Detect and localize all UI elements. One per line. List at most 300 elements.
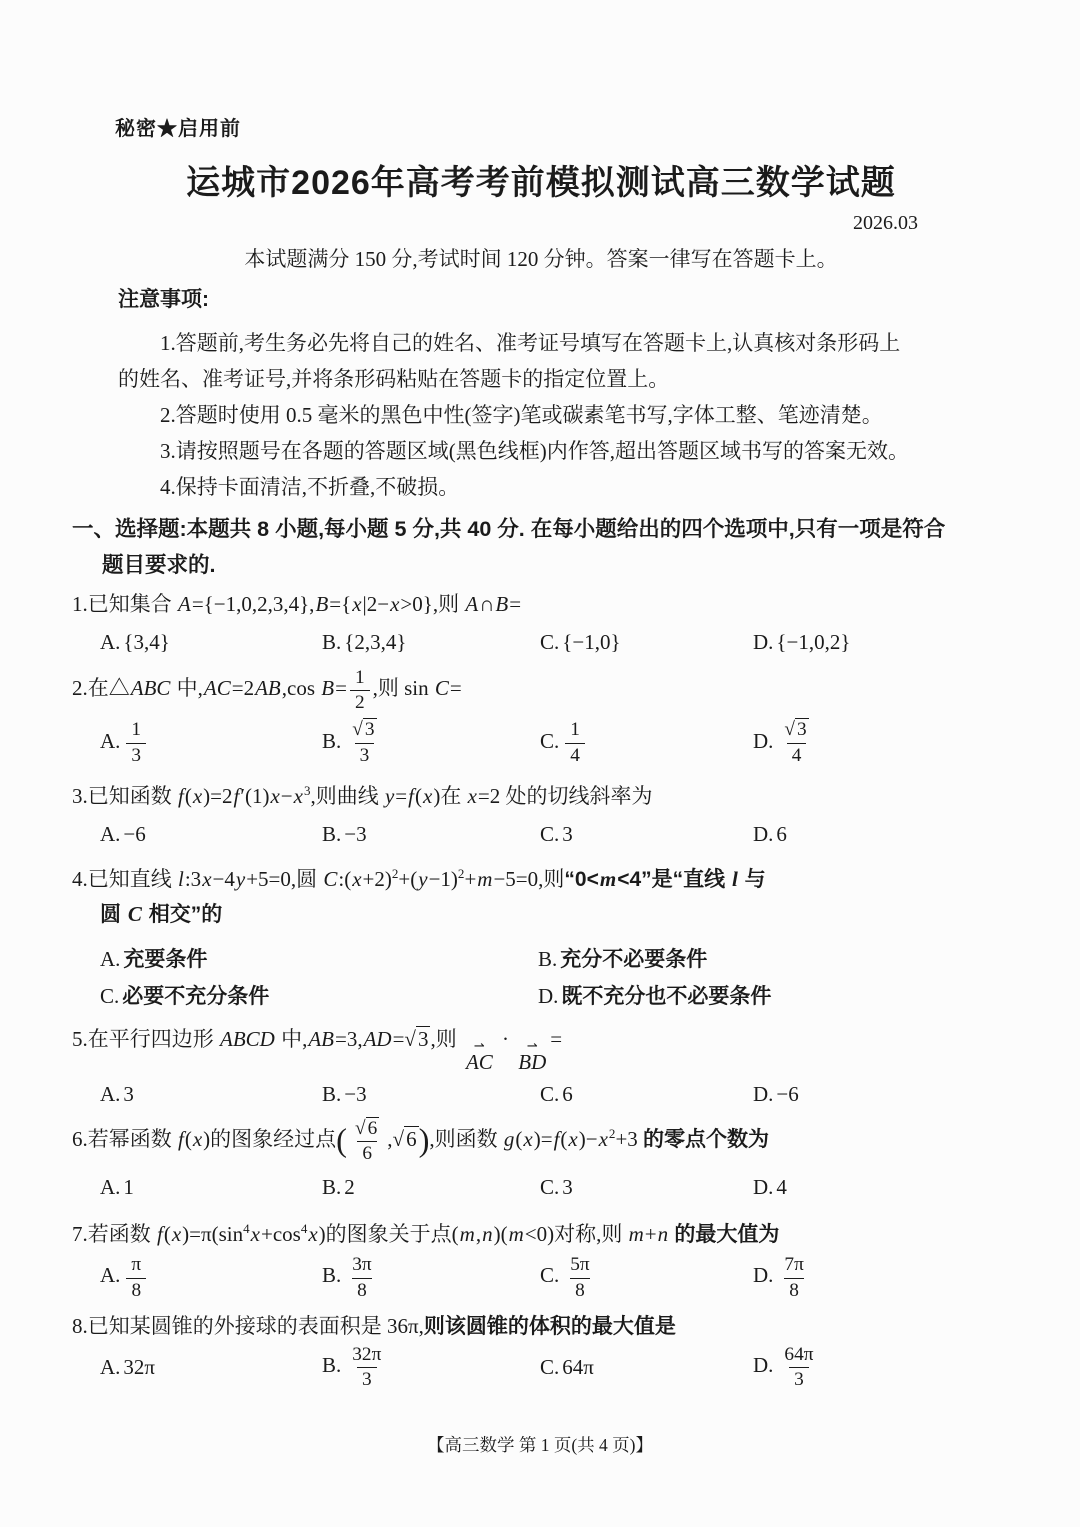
math-operator-run: +(	[398, 866, 418, 891]
option-label: B.	[538, 946, 558, 971]
question-2-option-c	[540, 719, 753, 765]
question-1-option-a	[100, 625, 322, 659]
sqrt-radicand: 3	[797, 719, 807, 741]
note-line-3: 3.请按照题号在各题的答题区域(黑色线框)内作答,超出答题区域书写的答案无效。	[160, 439, 909, 463]
fraction	[565, 719, 585, 765]
math-variable: AB	[255, 676, 281, 701]
math-run	[177, 1127, 210, 1151]
math-run	[352, 718, 376, 740]
math-variable: x	[270, 783, 280, 808]
option-label: A.	[100, 1355, 121, 1380]
math-run	[570, 745, 580, 766]
question-1-option-b	[322, 625, 540, 659]
math-run	[344, 630, 406, 654]
math-run	[123, 1082, 134, 1106]
option-label: C.	[540, 1263, 560, 1288]
math-variable: C	[127, 901, 142, 926]
option-content	[344, 719, 384, 766]
option-label: A.	[100, 821, 121, 846]
math-run	[599, 867, 617, 891]
fraction	[350, 667, 370, 713]
vector-arrow-icon: ⇀	[526, 1038, 538, 1054]
option-label: A.	[100, 1081, 121, 1106]
question-8-option-c	[540, 1350, 753, 1384]
option-label: C.	[540, 1081, 560, 1106]
bold-text-run: 圆	[100, 902, 127, 926]
math-run	[562, 1082, 573, 1106]
math-operator-run: (	[184, 1126, 192, 1151]
numerator	[350, 1118, 384, 1141]
text-run: 7.若函数	[72, 1222, 156, 1247]
fraction	[779, 719, 813, 765]
math-run	[789, 1280, 799, 1301]
option-content	[562, 630, 620, 654]
option-content	[776, 1343, 821, 1391]
numerator	[347, 1254, 376, 1277]
exam-info-line: 本试题满分 150 分,考试时间 120 分钟。答案一律写在答题卡上。	[244, 247, 838, 271]
math-operator-run: ·	[496, 1026, 515, 1051]
math-run	[357, 1280, 367, 1301]
question-2-option-a	[100, 719, 322, 765]
math-operator-run: >0}	[400, 592, 433, 616]
option-content	[123, 1254, 149, 1301]
math-run	[123, 1355, 155, 1379]
option-label: A.	[100, 946, 121, 971]
math-variable: A	[465, 592, 479, 616]
math-variable: y	[235, 866, 246, 891]
option-content	[344, 822, 366, 846]
question-3-option-c	[540, 817, 753, 851]
bold-text-run: 充要条件	[123, 947, 208, 971]
option-content	[123, 1175, 134, 1199]
denominator	[126, 1278, 146, 1301]
option-content	[776, 719, 816, 766]
math-variable: x	[523, 1126, 533, 1151]
classification-label: 秘密★启用前	[115, 118, 241, 140]
math-operator-run: ,	[281, 676, 288, 701]
math-variable: x	[192, 1126, 203, 1151]
question-2-options	[72, 719, 1010, 765]
bold-text-run: <4”是“直线	[617, 867, 731, 891]
note-line-4: 4.保持卡面清洁,不折叠,不破损。	[160, 475, 460, 499]
question-6-option-a	[100, 1170, 322, 1204]
text-run: ,则	[538, 866, 565, 891]
math-run	[352, 1344, 381, 1365]
math-run	[467, 784, 501, 808]
question-4-options-row-1	[72, 942, 1010, 977]
option-content	[562, 822, 573, 846]
numerator	[779, 1344, 818, 1367]
vector-arrow-icon: ⇀	[473, 1038, 485, 1054]
option-label: D.	[753, 1352, 774, 1377]
math-variable: g	[503, 1126, 515, 1151]
math-run	[562, 630, 620, 654]
math-run	[794, 1369, 804, 1390]
math-run	[776, 1175, 787, 1199]
question-6-options	[72, 1170, 1010, 1204]
text-run: 处的切线斜率为	[500, 783, 653, 808]
question-1-option-d	[753, 625, 1010, 659]
numerator	[779, 719, 813, 742]
math-variable: m	[477, 866, 493, 891]
denominator	[357, 1141, 377, 1164]
math-run	[131, 1280, 141, 1301]
question-1-options	[72, 625, 1010, 659]
option-content	[562, 1254, 597, 1301]
question-1-stem	[72, 587, 1010, 621]
question-7-option-d	[753, 1254, 1010, 1300]
math-variable: x	[192, 783, 203, 808]
denominator	[570, 1278, 590, 1301]
option-label: D.	[753, 1263, 774, 1288]
fraction	[347, 719, 381, 765]
math-variable: x	[202, 866, 212, 891]
math-operator-run: {−1,0,2}	[776, 630, 851, 654]
text-run: ,圆	[290, 866, 323, 891]
question-3-option-a	[100, 817, 322, 851]
math-operator-run: <0)	[524, 1222, 555, 1247]
option-content	[344, 1343, 389, 1391]
text-run: 3.已知函数	[72, 783, 177, 808]
math-run	[362, 1143, 372, 1164]
question-7-options	[72, 1254, 1010, 1300]
math-operator-run: )	[433, 783, 441, 808]
question-2-option-b	[322, 719, 540, 765]
option-content	[776, 1082, 798, 1106]
option-content	[562, 719, 588, 766]
math-operator-run: 1	[570, 719, 580, 741]
math-operator-run: )−	[578, 1126, 598, 1151]
sqrt-radicand: 3	[364, 719, 375, 741]
text-run: 中,	[171, 676, 203, 701]
bold-text-run: 必要不充分条件	[122, 984, 270, 1008]
question-6-stem	[72, 1117, 1010, 1164]
math-operator-run: =2	[477, 783, 501, 808]
math-variable: x	[598, 1126, 608, 1151]
math-operator-run: ={−1,0,2,3,4},	[191, 592, 315, 616]
option-label: C.	[540, 630, 560, 654]
math-variable: A	[178, 592, 191, 616]
math-operator-run: ′(1)	[240, 783, 270, 808]
text-run: 1.已知集合	[72, 592, 177, 616]
option-label: D.	[753, 1081, 774, 1106]
math-variable: x	[171, 1222, 182, 1247]
math-operator-run: 3	[361, 1369, 372, 1391]
math-operator-run: 3	[562, 1175, 573, 1200]
option-label: C.	[540, 1175, 560, 1200]
math-function: sin	[218, 1222, 244, 1247]
math-variable: l	[731, 866, 738, 891]
fraction	[347, 1254, 376, 1300]
math-variable: f	[157, 1222, 163, 1247]
math-operator-run: (	[560, 1126, 568, 1151]
sqrt-symbol: √	[355, 1117, 366, 1139]
math-run	[355, 692, 365, 713]
option-content	[562, 1175, 573, 1199]
text-run: ,则曲线	[310, 783, 384, 808]
math-operator-run: 2	[344, 1175, 355, 1200]
denominator	[355, 743, 375, 766]
text-run: 在	[440, 783, 467, 808]
math-variable: x	[568, 1126, 578, 1151]
note-line-1-cont: 的姓名、准考证号,并将条形码粘贴在答题卡的指定位置上。	[118, 367, 670, 391]
option-label: B.	[322, 1175, 342, 1200]
math-operator-run: :3	[184, 866, 202, 891]
math-variable: f	[408, 783, 414, 808]
bold-text-run: 的最大值为	[674, 1223, 780, 1247]
question-8-option-d	[753, 1344, 1010, 1390]
math-operator-run: )(	[493, 1222, 508, 1247]
math-variable: f	[233, 783, 240, 808]
math-variable: AC	[203, 676, 231, 701]
numerator	[347, 719, 381, 742]
math-run	[156, 1222, 326, 1246]
text-run: 8.已知某圆锥的外接球的表面积是	[72, 1313, 387, 1338]
math-operator-run: 3	[131, 744, 142, 766]
sqrt-symbol: √	[352, 719, 363, 741]
math-run	[177, 592, 433, 616]
math-operator-run: 3	[562, 821, 573, 846]
text-run: 5.在平行四边形	[72, 1026, 219, 1051]
math-run	[203, 676, 347, 700]
math-operator-run: 8	[789, 1279, 799, 1301]
math-operator-run: +	[260, 1222, 273, 1247]
math-operator-run: 3	[359, 744, 370, 766]
math-run	[517, 1050, 547, 1074]
superscript: 4	[243, 1221, 250, 1237]
option-label: D.	[753, 1175, 774, 1200]
math-operator-run: =	[449, 676, 462, 701]
option-label: A.	[100, 1175, 121, 1200]
math-operator-run: 64π	[562, 1355, 594, 1380]
math-operator-run: 8	[131, 1279, 142, 1301]
option-label: C.	[540, 728, 560, 753]
math-operator-run: 2	[354, 692, 365, 714]
question-7-option-c	[540, 1254, 753, 1300]
option-label: B.	[322, 1263, 342, 1288]
question-5-option-a	[100, 1077, 322, 1111]
denominator	[784, 1278, 804, 1301]
option-label: A.	[100, 728, 121, 753]
math-run	[344, 1175, 355, 1199]
question-4-option-d	[538, 979, 1010, 1014]
denominator	[787, 743, 807, 766]
question-7-option-a	[100, 1254, 322, 1300]
math-variable: B	[495, 592, 509, 616]
question-2-option-d	[753, 719, 1010, 765]
question-8	[72, 1309, 1010, 1390]
bold-text-run: “0<	[564, 867, 599, 891]
big-paren: )	[418, 1122, 430, 1159]
fraction	[565, 1254, 594, 1300]
numerator	[350, 667, 370, 690]
numerator	[347, 1344, 386, 1367]
math-run	[465, 1050, 494, 1074]
superscript: 2	[457, 865, 465, 881]
option-label: B.	[322, 1081, 342, 1106]
math-operator-run: (	[414, 783, 422, 808]
math-variable: f	[178, 783, 184, 808]
math-run	[344, 822, 366, 846]
math-run	[322, 867, 538, 891]
denominator	[789, 1367, 809, 1390]
option-content	[776, 1175, 787, 1199]
math-operator-run: 8	[357, 1279, 367, 1301]
math-operator-run: 7π	[784, 1254, 804, 1276]
math-operator-run: =	[335, 676, 347, 701]
option-content	[562, 1082, 573, 1106]
math-operator-run: −4	[212, 866, 235, 891]
math-run	[123, 822, 145, 846]
math-operator-run: 32π	[352, 1343, 382, 1365]
numerator	[565, 1254, 594, 1277]
fraction	[347, 1344, 386, 1390]
option-content	[123, 822, 145, 846]
math-operator-run: ={	[329, 592, 352, 616]
math-run	[784, 718, 808, 740]
math-function: sin	[404, 676, 429, 701]
option-content	[776, 1254, 811, 1301]
math-operator-run: :(	[338, 866, 352, 891]
denominator	[126, 743, 146, 766]
math-run	[731, 867, 739, 891]
math-run	[344, 1082, 366, 1106]
math-run	[362, 1369, 372, 1390]
math-operator-run: 3π	[352, 1254, 372, 1276]
question-3-stem	[72, 774, 1010, 813]
math-operator-run: 1	[354, 667, 365, 688]
math-run	[384, 784, 440, 808]
question-7	[72, 1212, 1010, 1300]
option-label: B.	[322, 728, 342, 753]
math-operator-run: 6	[776, 821, 787, 846]
math-run	[575, 1280, 585, 1301]
math-run	[219, 1027, 276, 1051]
math-variable: BD	[518, 1049, 547, 1074]
note-line-1: 1.答题前,考生务必先将自己的姓名、准考证号填写在答题卡上,认真核对条形码上	[160, 331, 901, 355]
text-run: 的图象关于点	[325, 1222, 452, 1247]
math-operator-run: 8	[575, 1279, 585, 1301]
question-4-option-c	[100, 979, 538, 1014]
math-variable: f	[178, 1126, 184, 1151]
option-label: D.	[538, 983, 559, 1008]
math-run	[355, 1117, 379, 1139]
math-operator-run: 36π	[387, 1313, 419, 1338]
math-run	[404, 676, 462, 700]
math-variable: n	[657, 1222, 669, 1247]
math-run	[131, 745, 141, 766]
math-operator-run: {−1,0}	[562, 630, 621, 654]
text-run: 对称,则	[554, 1222, 628, 1247]
sqrt-radicand: 3	[417, 1026, 429, 1051]
bold-text-run: 相交”的	[142, 902, 223, 926]
question-5-stem	[72, 1022, 1010, 1073]
vector	[465, 1038, 494, 1074]
numerator	[565, 719, 585, 742]
math-run	[131, 1254, 141, 1275]
math-run	[387, 1314, 419, 1338]
math-operator-run: (	[184, 783, 192, 808]
option-label: D.	[753, 630, 774, 654]
math-variable: ABCD	[220, 1026, 275, 1051]
option-label: B.	[322, 821, 342, 846]
text-run: 6.若幂函数	[72, 1126, 177, 1151]
option-label: A.	[100, 1263, 121, 1288]
numerator	[126, 1254, 146, 1277]
numerator	[779, 1254, 808, 1277]
math-run	[360, 745, 370, 766]
math-operator-run: |2−	[362, 592, 390, 616]
question-5-option-c	[540, 1077, 753, 1111]
option-content	[123, 947, 207, 971]
fraction	[126, 719, 146, 765]
math-variable: B	[321, 676, 335, 701]
question-6-option-c	[540, 1170, 753, 1204]
math-run	[352, 1254, 371, 1275]
math-variable: ABC	[130, 676, 171, 701]
question-1-option-c	[540, 625, 753, 659]
math-function: cos	[287, 676, 316, 701]
numerator	[126, 719, 146, 742]
big-paren: (	[336, 1122, 348, 1159]
math-run	[123, 1175, 134, 1199]
math-operator-run: −6	[776, 1081, 799, 1106]
option-content	[562, 1355, 594, 1379]
math-operator-run: +2)	[362, 866, 392, 891]
exam-date: 2026.03	[853, 212, 918, 234]
math-operator-run: −6	[123, 821, 146, 846]
option-label: C.	[540, 1355, 560, 1380]
math-operator-run: )=π(	[182, 1222, 219, 1247]
page-footer: 【高三数学 第 1 页(共 4 页)】	[426, 1435, 654, 1455]
question-6	[72, 1117, 1010, 1204]
question-5-options	[72, 1077, 1010, 1111]
vector	[517, 1038, 547, 1074]
math-run	[562, 822, 573, 846]
question-2-stem	[72, 667, 1010, 713]
math-variable: x	[352, 592, 362, 616]
option-label: A.	[100, 630, 121, 654]
fraction	[779, 1344, 818, 1390]
math-operator-run: )=2	[203, 783, 233, 808]
notes-heading: 注意事项:	[118, 288, 209, 311]
math-operator-run: △	[108, 676, 130, 701]
math-operator-run: +	[464, 866, 477, 891]
math-variable: y	[384, 783, 395, 808]
bold-text-run: 则该圆锥的体积的最大值是	[423, 1314, 676, 1338]
math-operator-run: +3	[615, 1126, 638, 1151]
question-6-option-b	[322, 1170, 540, 1204]
math-operator-run: =2	[231, 676, 255, 701]
option-content	[123, 1082, 134, 1106]
math-operator-run: 3	[794, 1369, 804, 1391]
question-4	[72, 857, 1010, 1014]
math-operator-run: 4	[570, 744, 580, 766]
math-run	[177, 867, 291, 891]
option-content	[344, 630, 406, 654]
math-operator-run: (	[451, 1222, 459, 1247]
math-operator-run: ,	[475, 1222, 482, 1247]
exam-title: 运城市2026年高考考前模拟测试高三数学试题	[186, 164, 896, 202]
section-1-heading	[72, 511, 1010, 583]
math-operator-run: 64π	[784, 1343, 814, 1365]
math-operator-run: 1	[123, 1175, 134, 1200]
denominator	[352, 1278, 372, 1301]
math-function: cos	[272, 1222, 301, 1247]
math-operator-run: +	[644, 1222, 657, 1247]
bold-text-run: 的零点个数为	[643, 1127, 770, 1151]
math-operator-run: 4	[776, 1175, 787, 1200]
